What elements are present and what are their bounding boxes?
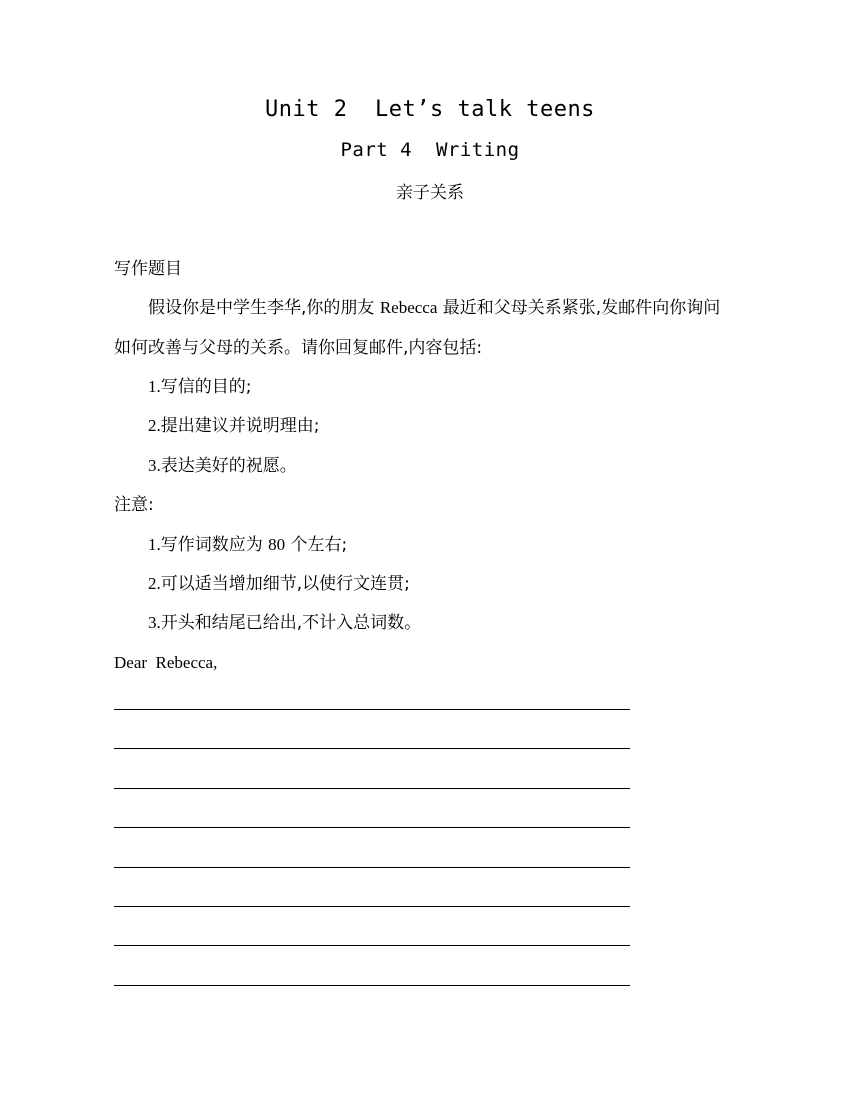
word-count: 80 <box>268 535 286 554</box>
part-title: Part 4 Writing <box>340 139 520 161</box>
writing-line[interactable] <box>114 945 630 946</box>
writing-line[interactable] <box>114 906 630 907</box>
task-prompt-line-2: 如何改善与父母的关系。请你回复邮件,内容包括: <box>114 338 483 358</box>
note-item-text: 个左右; <box>285 535 348 555</box>
topic-title: 亲子关系 <box>396 183 464 203</box>
writing-line[interactable] <box>114 788 630 789</box>
note-item-text: 开头和结尾已给出,不计入总词数。 <box>160 613 422 633</box>
note-item-text: 写作词数应为 <box>160 535 269 555</box>
note-item-text: 可以适当增加细节,以使行文连贯; <box>160 574 410 594</box>
task-item <box>148 376 251 398</box>
letter-salutation: Dear Rebecca, <box>114 653 218 672</box>
notes-heading: 注意: <box>114 495 154 515</box>
task-item <box>148 415 319 437</box>
task-item-text: 提出建议并说明理由; <box>160 416 320 436</box>
note-item-number: 1. <box>148 535 161 554</box>
task-prompt-text: 最近和父母关系紧张,发邮件向你询问 <box>437 298 721 318</box>
writing-line[interactable] <box>114 867 630 868</box>
writing-line[interactable] <box>114 985 630 986</box>
writing-line[interactable] <box>114 709 630 710</box>
task-item-number: 3. <box>148 456 161 475</box>
task-item-number: 2. <box>148 416 161 435</box>
note-item <box>148 612 421 634</box>
note-item-number: 3. <box>148 613 161 632</box>
task-item <box>148 455 297 477</box>
note-item-number: 2. <box>148 574 161 593</box>
task-prompt-text: 假设你是中学生李华,你的朋友 <box>148 298 380 318</box>
unit-title: Unit 2 Let’s talk teens <box>265 97 595 122</box>
friend-name: Rebecca <box>379 298 438 317</box>
task-prompt-line-1 <box>148 297 720 319</box>
note-item <box>148 573 410 595</box>
task-heading: 写作题目 <box>114 259 182 279</box>
note-item <box>148 534 347 556</box>
task-item-number: 1. <box>148 377 161 396</box>
writing-line[interactable] <box>114 748 630 749</box>
writing-line[interactable] <box>114 827 630 828</box>
task-item-text: 写信的目的; <box>160 377 252 397</box>
task-item-text: 表达美好的祝愿。 <box>160 456 297 476</box>
